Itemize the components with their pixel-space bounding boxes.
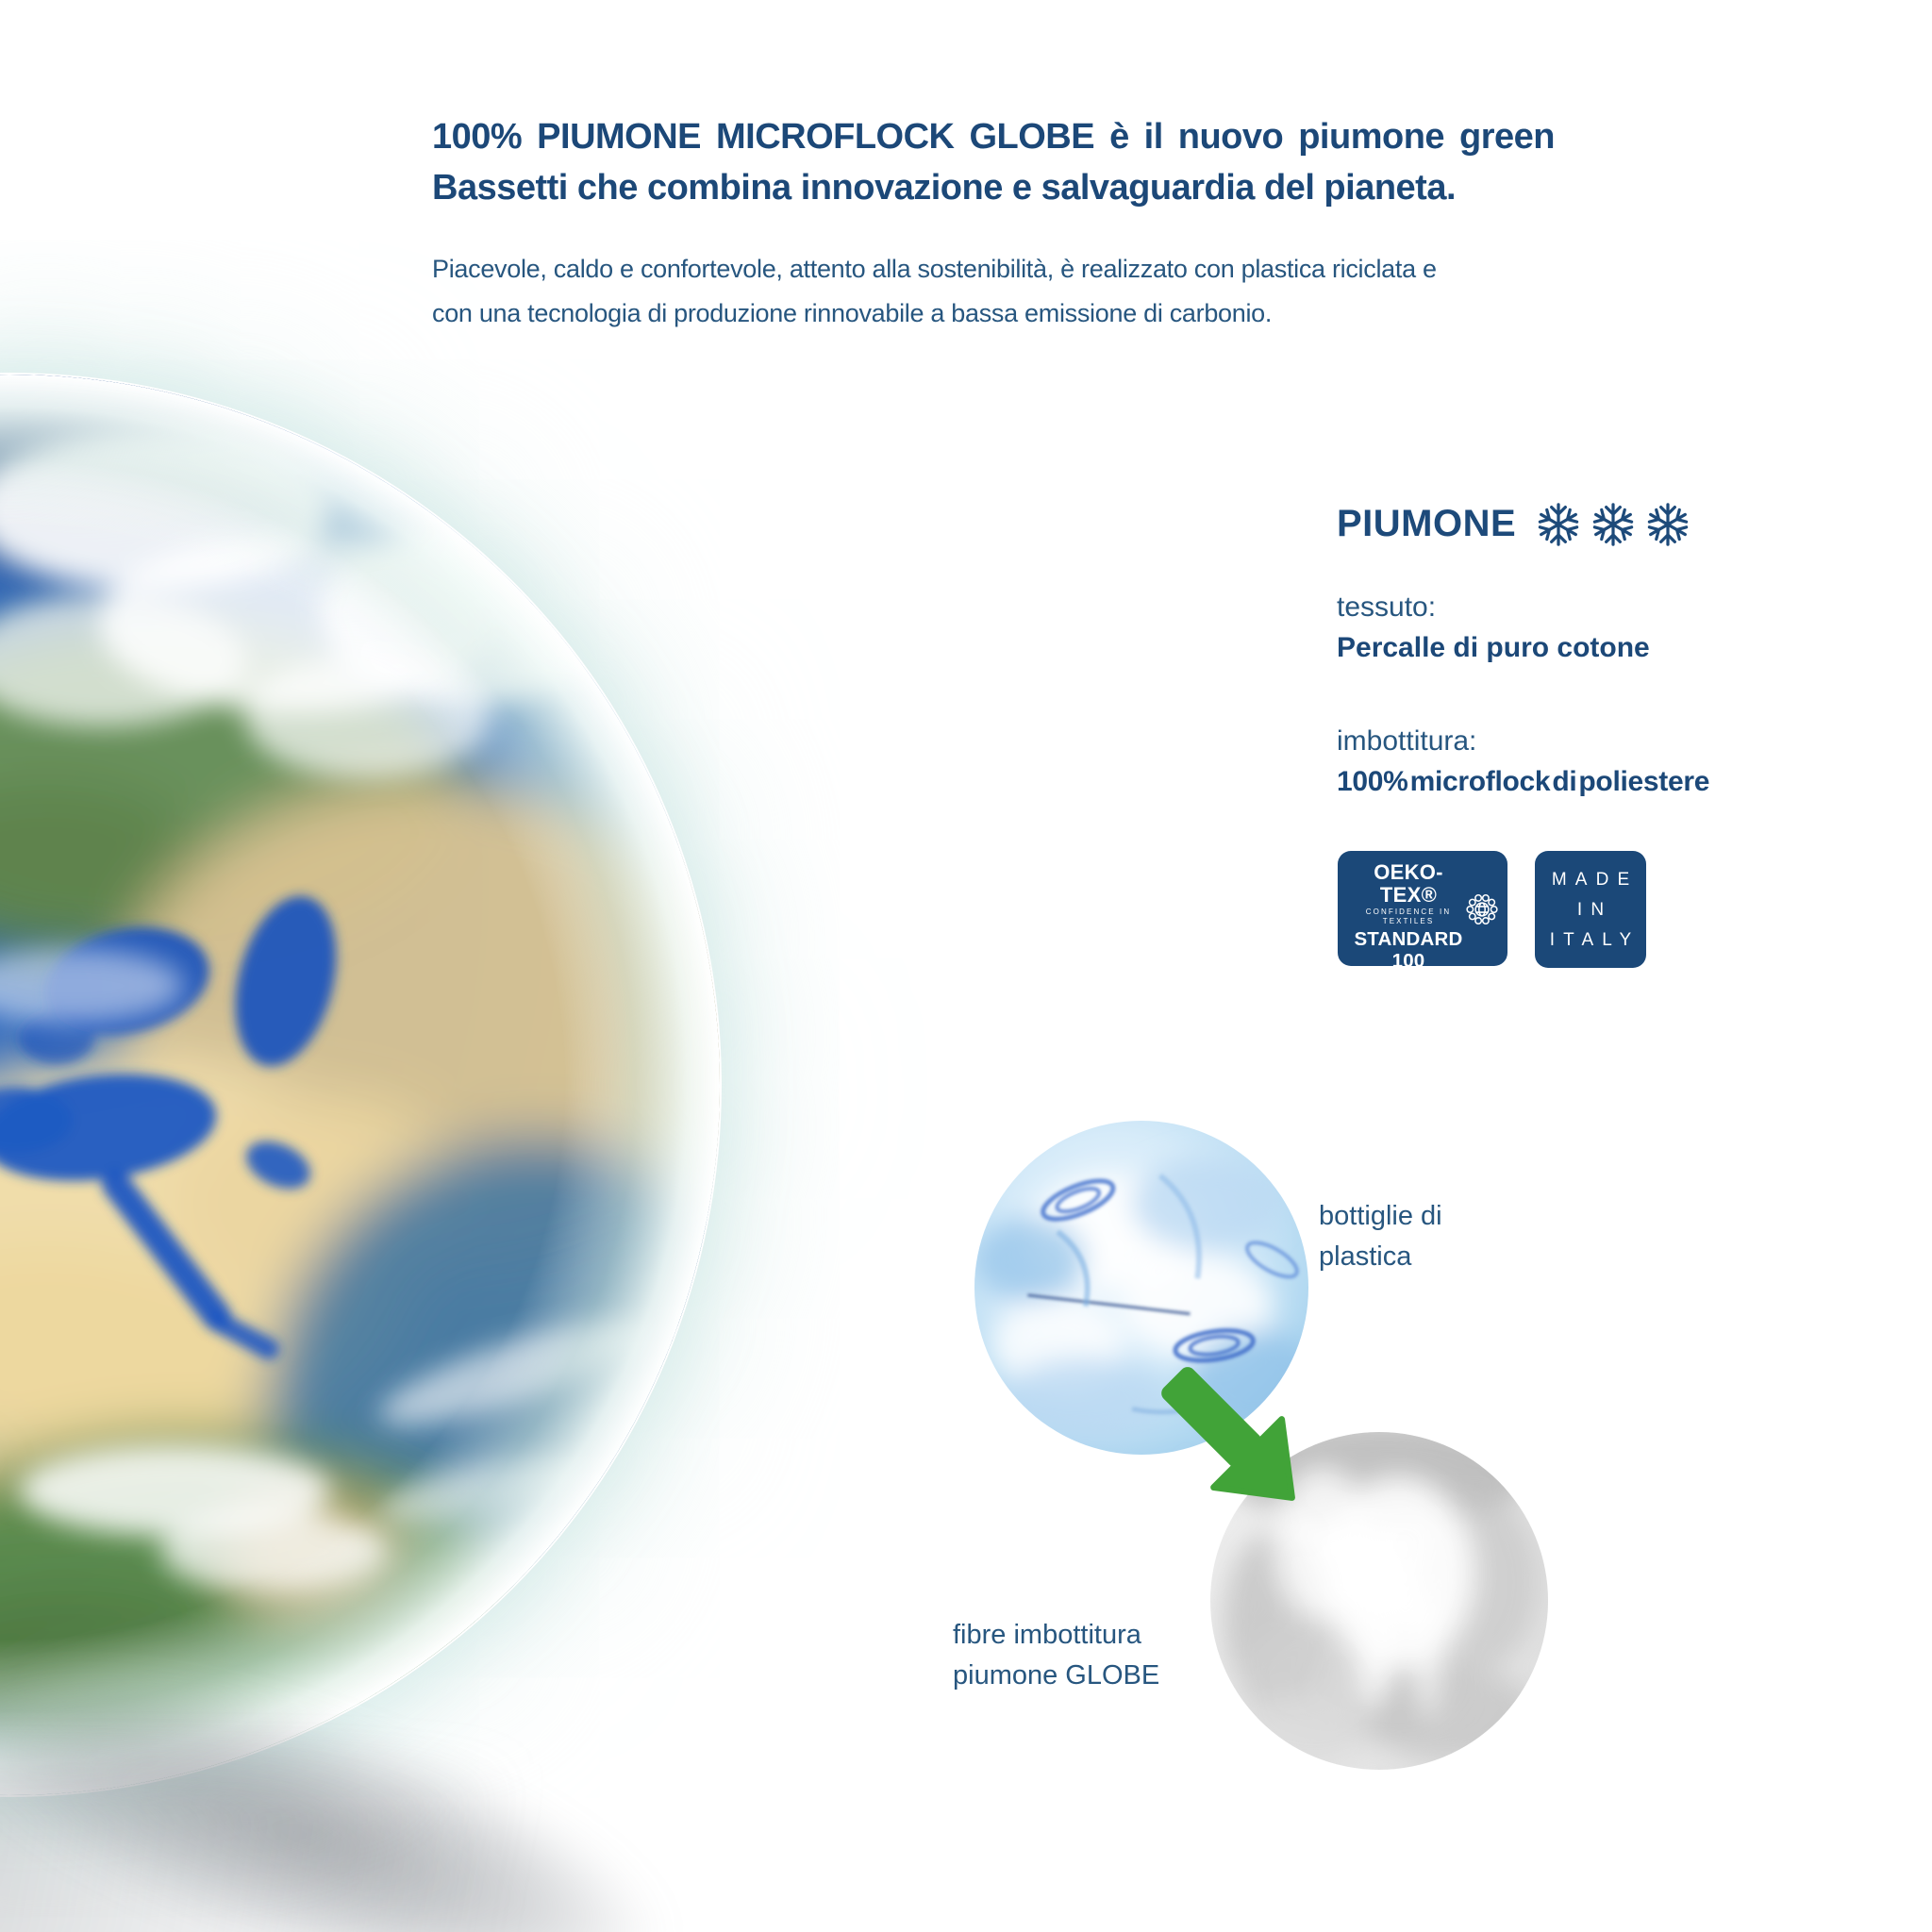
intro-heading-line1: 100% PIUMONE MICROFLOCK GLOBE è il nuovo piumone green <box>432 117 1555 157</box>
filling-label: imbottitura: <box>1337 725 1477 757</box>
fibre-label <box>953 1615 1159 1696</box>
intro-body <box>432 247 1621 336</box>
made-in-italy-line1: MADE <box>1551 869 1639 890</box>
globe-corner-haze <box>0 1764 717 1932</box>
bottles-label-line2: plastica <box>1319 1241 1412 1272</box>
fabric-spec <box>1337 587 1650 668</box>
intro-heading <box>432 111 1555 213</box>
oeko-standard: STANDARD 100 <box>1354 928 1463 972</box>
intro-body-line1: Piacevole, caldo e confortevole, attento alla sostenibilità, è realizzato con plastica riciclata e <box>432 255 1437 283</box>
bottles-label-line1: bottiglie di <box>1319 1201 1442 1231</box>
snowflake-icon <box>1537 503 1580 546</box>
warmth-rating <box>1537 503 1690 546</box>
bottles-label <box>1319 1196 1442 1277</box>
intro-heading-line2: Bassetti che combina innovazione e salvaguardia del pianeta. <box>432 168 1457 208</box>
filling-spec <box>1337 721 1709 802</box>
made-in-italy-line2: IN <box>1576 899 1613 920</box>
fibre-label-line1: fibre imbottitura <box>953 1620 1141 1650</box>
oeko-url: www.oeko-tex.com/standard100 <box>1361 1035 1456 1058</box>
oeko-certificate-number: 1002995.O CENTROCOT <box>1373 974 1444 997</box>
fabric-label: tessuto: <box>1337 591 1437 623</box>
made-in-italy-badge <box>1535 851 1646 968</box>
oeko-brand: OEKO-TEX® <box>1374 860 1443 907</box>
fibre-label-line2: piumone GLOBE <box>953 1660 1160 1690</box>
fabric-value: Percalle di puro cotone <box>1337 632 1650 663</box>
oeko-tex-badge <box>1338 851 1507 1058</box>
oeko-tested-text: Testato per sostanze nocive. <box>1362 1006 1455 1028</box>
made-in-italy-line3: ITALY <box>1549 929 1641 950</box>
snowflake-icon <box>1591 503 1635 546</box>
earth-globe-image <box>0 373 722 1797</box>
recycle-arrow-icon <box>1158 1364 1319 1524</box>
snowflake-icon <box>1646 503 1690 546</box>
product-title-row <box>1337 502 1690 545</box>
filling-value: 100% microflock di poliestere <box>1337 766 1710 797</box>
oeko-flower-icon <box>1460 888 1504 931</box>
oeko-tagline: CONFIDENCE IN TEXTILES <box>1365 908 1452 925</box>
intro-body-line2: con una tecnologia di produzione rinnovabile a bassa emissione di carbonio. <box>432 299 1273 327</box>
product-name: PIUMONE <box>1337 502 1517 544</box>
